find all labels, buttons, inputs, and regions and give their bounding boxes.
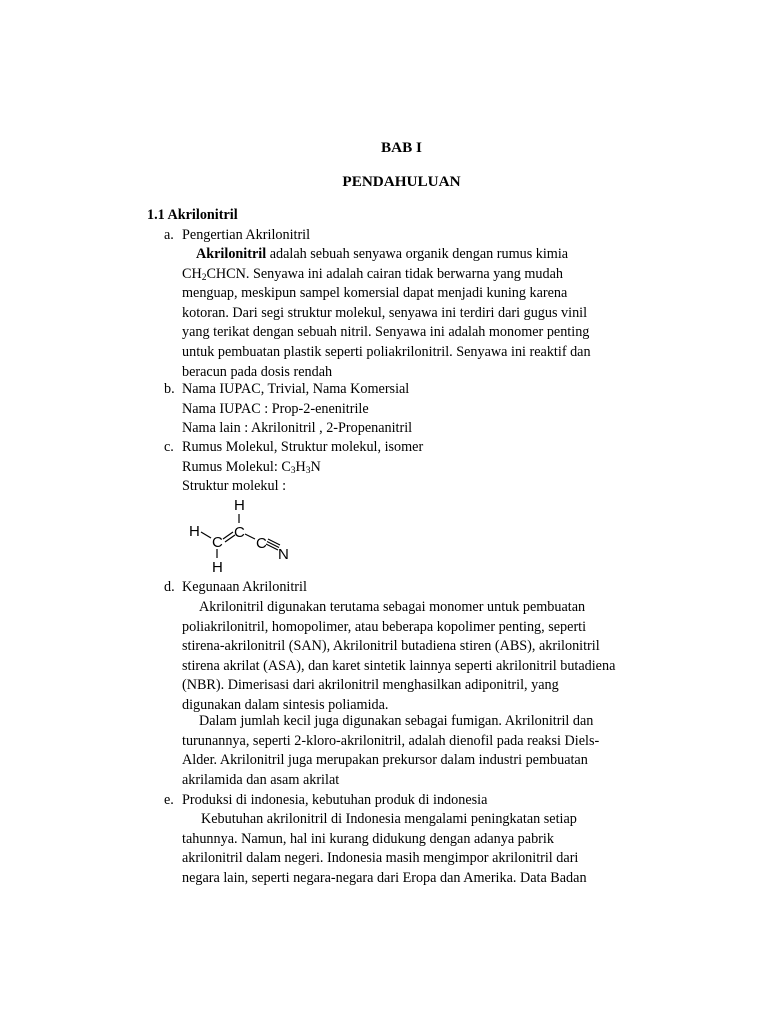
chapter-number: BAB I (381, 139, 422, 156)
item-d-p2-line-4: akrilamida dan asam akrilat (182, 771, 340, 788)
item-d-paragraph-1 (182, 598, 658, 716)
bond-triple-a (266, 544, 278, 550)
item-a-line-6: untuk pembuatan plastik seperti poliakrilonitril. Senyawa ini reaktif dan (182, 343, 591, 360)
item-a-line-7: beracun pada dosis rendah (182, 363, 333, 380)
item-e-paragraph (182, 810, 658, 888)
item-a-term: Akrilonitril (196, 246, 267, 262)
item-d-title: Kegunaan Akrilonitril (182, 579, 307, 595)
item-b-letter: b. (164, 381, 175, 397)
item-a-line-3: menguap, meskipun sampel komersial dapat menjadi kuning karena (182, 285, 568, 302)
atom-h-top: H (234, 497, 245, 514)
item-e-title: Produksi di indonesia, kebutuhan produk di indonesia (182, 792, 488, 808)
item-a-title: Pengertian Akrilonitril (182, 227, 311, 243)
item-c-heading (164, 438, 423, 458)
item-d-p1-line-4: stirena akrilat (ASA), dan karet sintetik lainnya seperti akrilonitril butadiena (182, 657, 616, 674)
item-d-letter: d. (164, 579, 175, 595)
item-e-line-2: tahunnya. Namun, hal ini kurang didukung dengan adanya pabrik (182, 830, 554, 847)
item-d-p1-line-1: Akrilonitril digunakan terutama sebagai monomer untuk pembuatan (199, 599, 586, 615)
item-a-heading (164, 226, 310, 246)
item-c-letter: c. (164, 439, 174, 455)
atom-n: N (278, 546, 289, 563)
item-a-line-2: $CH_2CHCN$. Senyawa ini adalah cairan tidak berwarna yang mudah (182, 265, 564, 283)
item-d-p2-line-3: Alder. Akrilonitril juga merupakan prekursor dalam industri pembuatan (182, 752, 588, 769)
item-a-line-5: yang terikat dengan sebuah nitril. Senyawa ini adalah monomer penting (182, 324, 590, 341)
item-a-line-1: Akrilonitril adalah sebuah senyawa organik dengan rumus kimia (196, 246, 569, 262)
atom-c3: C (256, 535, 267, 552)
atom-h-bottom: H (212, 559, 223, 575)
structure-label: Struktur molekul : (182, 478, 287, 494)
item-d-p1-line-3: stirena-akrilonitril (SAN), Akrilonitril butadiena stiren (ABS), akrilonitril (182, 638, 600, 655)
acrylonitrile-structure (182, 495, 312, 575)
atom-c1: C (212, 534, 223, 551)
item-d-p1-line-5: (NBR). Dimerisasi dari akrilonitril menghasilkan adiponitril, yang (182, 677, 559, 694)
item-a-paragraph (182, 245, 658, 382)
item-d-p1-line-6: digunakan dalam sintesis poliamida. (182, 696, 389, 713)
bond-triple-c (268, 539, 280, 545)
item-d-p2-line-2: turunannya, seperti 2-kloro-akrilonitril, adalah dienofil pada reaksi Diels- (182, 732, 600, 749)
item-e-letter: e. (164, 792, 174, 808)
item-d-p1-line-2: poliakrilonitril, homopolimer, atau beberapa kopolimer penting, seperti (182, 618, 587, 635)
item-c-title: Rumus Molekul, Struktur molekul, isomer (182, 439, 424, 455)
item-e-line-4: negara lain, seperti negara-negara dari Eropa dan Amerika. Data Badan (182, 869, 587, 886)
item-e-line-3: akrilonitril dalam negeri. Indonesia masih mengimpor akrilonitril dari (182, 850, 579, 867)
item-e-heading (164, 791, 487, 811)
iupac-name: Nama IUPAC : Prop-2-enenitrile (182, 401, 369, 417)
chapter-title: PENDAHULUAN (342, 173, 461, 190)
atom-h-left: H (189, 523, 200, 540)
molecular-formula: Rumus Molekul: $C_3H_3N$ (182, 459, 321, 476)
section-heading: 1.1 Akrilonitril (147, 207, 238, 223)
atom-c2: C (234, 524, 245, 541)
other-names: Nama lain : Akrilonitril , 2-Propenanitril (182, 420, 413, 436)
item-b-title: Nama IUPAC, Trivial, Nama Komersial (182, 381, 410, 397)
item-e-line-1: Kebutuhan akrilonitril di Indonesia mengalami peningkatan setiap (201, 811, 577, 827)
item-d-p2-line-1: Dalam jumlah kecil juga digunakan sebagai fumigan. Akrilonitril dan (199, 713, 594, 729)
item-a-line-4: kotoran. Dari segi struktur molekul, senyawa ini terdiri dari gugus vinil (182, 304, 588, 321)
bond-h-c1 (201, 532, 211, 538)
item-d-heading (164, 578, 307, 598)
item-d-paragraph-2 (182, 712, 658, 790)
item-a-letter: a. (164, 227, 174, 243)
item-b-heading (164, 380, 409, 400)
bond-c2-c3 (245, 534, 255, 539)
